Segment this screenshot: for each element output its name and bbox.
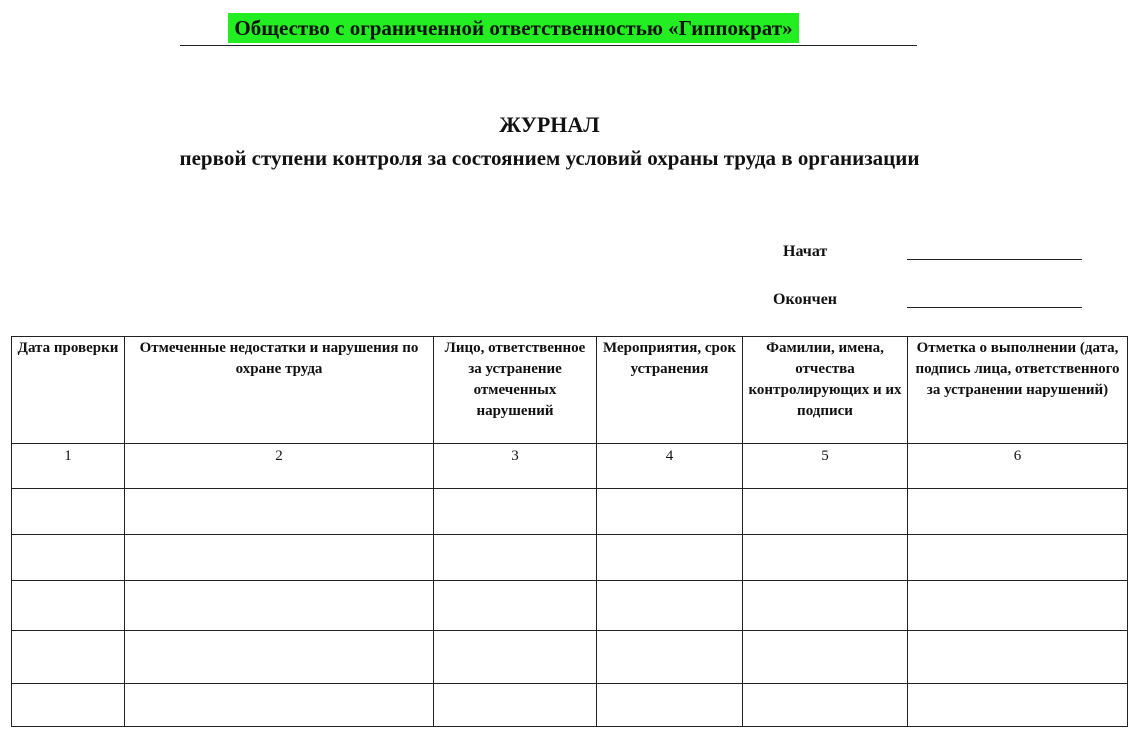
table-cell[interactable] (125, 581, 434, 631)
journal-table (11, 336, 1128, 727)
header-responsible-person: Лицо, ответственное за устранение отмеченных нарушений (434, 337, 597, 444)
table-cell[interactable] (597, 489, 743, 535)
table-row (12, 684, 1128, 727)
started-date-line[interactable] (907, 259, 1082, 260)
table-cell[interactable] (12, 684, 125, 727)
column-number: 3 (434, 444, 597, 489)
table-row (12, 489, 1128, 535)
column-number: 4 (597, 444, 743, 489)
table-cell[interactable] (908, 535, 1128, 581)
table-row (12, 631, 1128, 684)
table-cell[interactable] (743, 684, 908, 727)
table-row (12, 581, 1128, 631)
table-cell[interactable] (597, 535, 743, 581)
table-cell[interactable] (12, 489, 125, 535)
header-deficiencies: Отмеченные недостатки и нарушения по охране труда (125, 337, 434, 444)
header-inspectors: Фамилии, имена, отчества контролирующих и их подписи (743, 337, 908, 444)
table-cell[interactable] (743, 631, 908, 684)
table-cell[interactable] (125, 631, 434, 684)
table-cell[interactable] (12, 631, 125, 684)
table-cell[interactable] (743, 489, 908, 535)
table-cell[interactable] (597, 581, 743, 631)
header-completion-mark: Отметка о выполнении (дата, подпись лица, ответственного за устранении нарушений) (908, 337, 1128, 444)
table-cell[interactable] (597, 684, 743, 727)
table-cell[interactable] (908, 489, 1128, 535)
table-cell[interactable] (125, 489, 434, 535)
table-header-row (12, 337, 1128, 444)
table-cell[interactable] (12, 581, 125, 631)
table-cell[interactable] (743, 581, 908, 631)
table-cell[interactable] (434, 489, 597, 535)
table-row (12, 535, 1128, 581)
column-number-row (12, 444, 1128, 489)
organization-header (180, 10, 917, 46)
document-title: ЖУРНАЛ (499, 112, 600, 137)
table-cell[interactable] (434, 581, 597, 631)
column-number: 6 (908, 444, 1128, 489)
table-cell[interactable] (434, 535, 597, 581)
ended-label: Окончен (773, 291, 838, 308)
table-cell[interactable] (434, 684, 597, 727)
column-number: 5 (743, 444, 908, 489)
table-cell[interactable] (125, 684, 434, 727)
ended-date-line[interactable] (907, 307, 1082, 308)
table-cell[interactable] (743, 535, 908, 581)
table-cell[interactable] (434, 631, 597, 684)
table-cell[interactable] (908, 684, 1128, 727)
table-cell[interactable] (908, 631, 1128, 684)
table-cell[interactable] (12, 535, 125, 581)
document-subtitle: первой ступени контроля за состоянием условий охраны труда в организации (179, 146, 920, 170)
started-label: Начат (783, 243, 828, 260)
column-number: 2 (125, 444, 434, 489)
header-measures: Мероприятия, срок устранения (597, 337, 743, 444)
column-number: 1 (12, 444, 125, 489)
table-cell[interactable] (125, 535, 434, 581)
organization-name: Общество с ограниченной ответственностью «Гиппократ» (228, 13, 798, 43)
table-cell[interactable] (908, 581, 1128, 631)
table-cell[interactable] (597, 631, 743, 684)
header-check-date: Дата проверки (12, 337, 125, 444)
